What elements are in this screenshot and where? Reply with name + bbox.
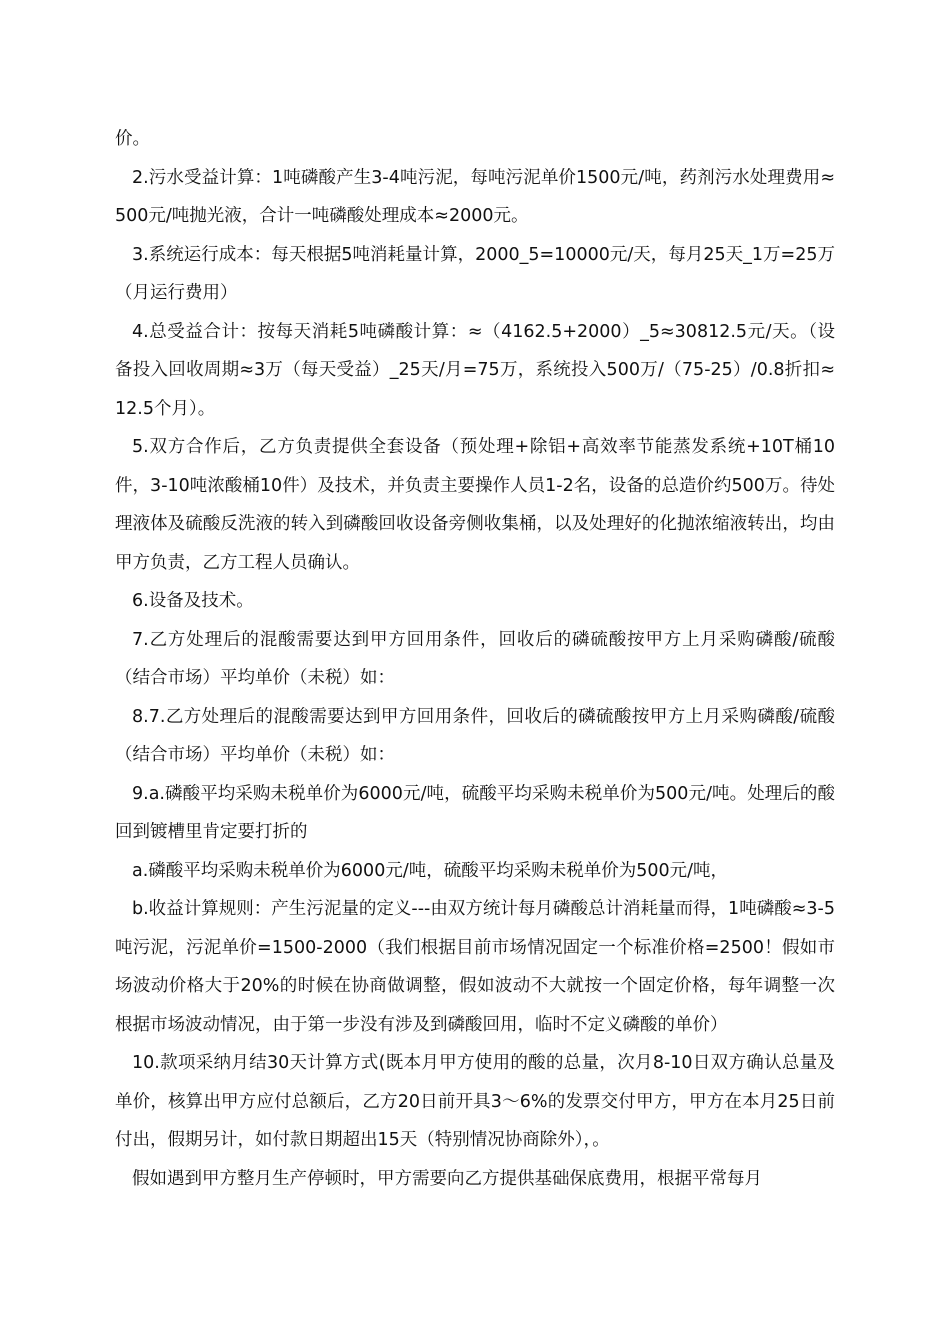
paragraph-3-operating-cost: 3.系统运行成本：每天根据5吨消耗量计算，2000_5=10000元/天，每月25天_1万=25万（月运行费用） [115,244,835,303]
paragraph-7-mixed-acid: 7.乙方处理后的混酸需要达到甲方回用条件，回收后的磷硫酸按甲方上月采购磷酸/硫酸（结合市场）平均单价（未税）如： [115,629,835,688]
document-body [115,120,835,1198]
paragraph-4-total-benefit: 4.总受益合计：按每天消耗5吨磷酸计算：≈（4162.5+2000）_5≈30812.5元/天。（设备投入回收周期≈3万（每天受益）_25天/月=75万，系统投入500万/（75-25）/0.8折扣≈12.5个月）。 [115,321,835,419]
paragraph-b-revenue-rule: b.收益计算规则：产生污泥量的定义---由双方统计每月磷酸总计消耗量而得，1吨磷酸≈3-5吨污泥，污泥单价=1500-2000（我们根据目前市场情况固定一个标准价格=2500！假如市场波动价格大于20%的时候在协商做调整，假如波动不大就按一个固定价格，每年调整一次根据市场波动情况，由于第一步没有涉及到磷酸回用，临时不定义磷酸的单价） [115,899,835,1035]
paragraph-9-unit-price: 9.a.磷酸平均采购未税单价为6000元/吨，硫酸平均采购未税单价为500元/吨。处理后的酸回到镀槽里肯定要打折的 [115,783,835,842]
paragraph-a-unit-price: a.磷酸平均采购未税单价为6000元/吨，硫酸平均采购未税单价为500元/吨， [132,860,729,881]
paragraph-5-cooperation: 5.双方合作后，乙方负责提供全套设备（预处理+除铝+高效率节能蒸发系统+10T桶10件，3-10吨浓酸桶10件）及技术，并负责主要操作人员1-2名，设备的总造价约500万。待处理液体及硫酸反洗液的转入到磷酸回收设备旁侧收集桶，以及处理好的化抛浓缩液转出，均由甲方负责，乙方工程人员确认。 [115,437,835,573]
paragraph-shutdown-fee: 假如遇到甲方整月生产停顿时，甲方需要向乙方提供基础保底费用，根据平常每月 [132,1168,762,1189]
paragraph-2-sewage-benefit: 2.污水受益计算：1吨磷酸产生3-4吨污泥，每吨污泥单价1500元/吨，药剂污水处理费用≈500元/吨抛光液，合计一吨磷酸处理成本≈2000元。 [115,167,835,226]
paragraph-8-mixed-acid: 8.7.乙方处理后的混酸需要达到甲方回用条件，回收后的磷硫酸按甲方上月采购磷酸/硫酸（结合市场）平均单价（未税）如： [115,706,835,765]
paragraph-10-payment: 10.款项采纳月结30天计算方式(既本月甲方使用的酸的总量，次月8-10日双方确认总量及单价，核算出甲方应付总额后，乙方20日前开具3～6%的发票交付甲方，甲方在本月25日前付出，假期另计，如付款日期超出15天（特别情况协商除外），。 [115,1053,835,1150]
paragraph-continuation: 价。 [115,129,150,149]
paragraph-6-equipment: 6.设备及技术。 [132,591,254,611]
